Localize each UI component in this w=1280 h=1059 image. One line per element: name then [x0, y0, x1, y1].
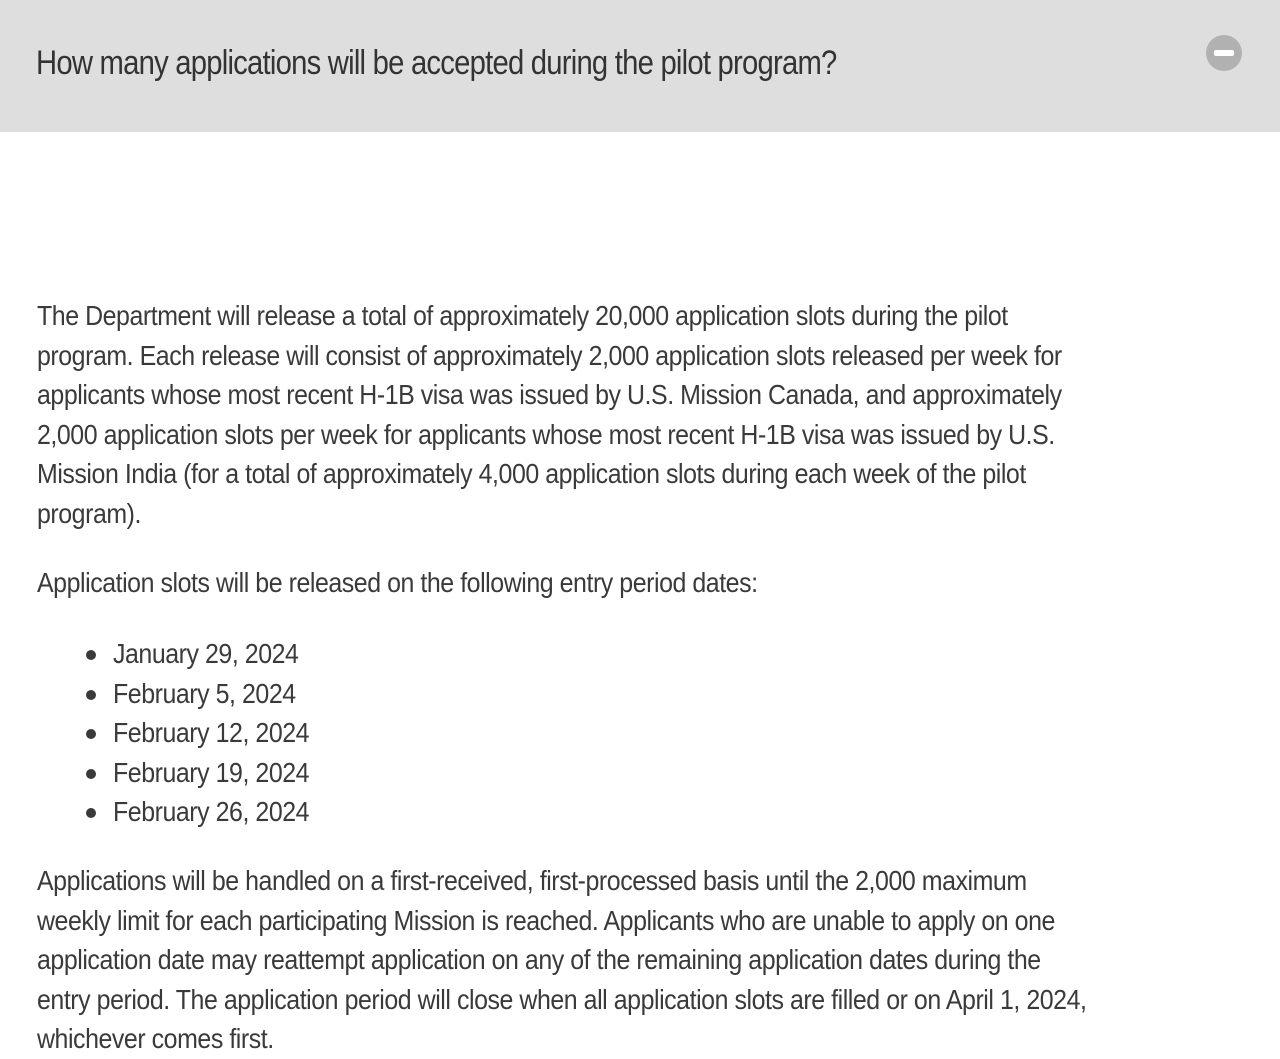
entry-date: January 29, 2024	[113, 638, 299, 669]
minus-bar	[1214, 50, 1234, 56]
faq-accordion-header[interactable]	[0, 0, 1280, 132]
bullet-icon	[86, 650, 96, 660]
answer-paragraph-slots: The Department will release a total of approximately 20,000 application slots during the pilot program. Each release will consist of approximately 2,000 application slots released per week for applicants whose most recent H-1B visa was issued by U.S. Mission Canada, and approximately 2,000 application slots per week for applicants whose most recent H-1B visa was issued by U.S. Mission India (for a total of approximately 4,000 application slots during each week of the pilot program).	[37, 300, 1062, 529]
bullet-icon	[86, 808, 96, 818]
bullet-icon	[86, 769, 96, 779]
entry-date: February 12, 2024	[113, 717, 310, 748]
bullet-icon	[86, 690, 96, 700]
entry-date: February 5, 2024	[113, 677, 296, 709]
answer-paragraph-processing: Applications will be handled on a first-received, first-processed basis until the 2,000 maximum weekly limit for each participating Mission is reached. Applicants who are unable to apply on one application date may reattempt application on any of the remaining application dates during the entry period. The application period will close when all application slots are filled or on April 1, 2024, whichever comes first.	[37, 865, 1087, 1054]
entry-date: February 26, 2024	[113, 796, 310, 827]
answer-paragraph-dates-intro: Application slots will be released on the following entry period dates:	[37, 567, 758, 598]
faq-question-title[interactable]: How many applications will be accepted during the pilot program?	[36, 44, 837, 82]
minus-circle-icon[interactable]	[1206, 35, 1242, 71]
bullet-icon	[86, 729, 96, 739]
entry-date: February 19, 2024	[113, 756, 310, 788]
